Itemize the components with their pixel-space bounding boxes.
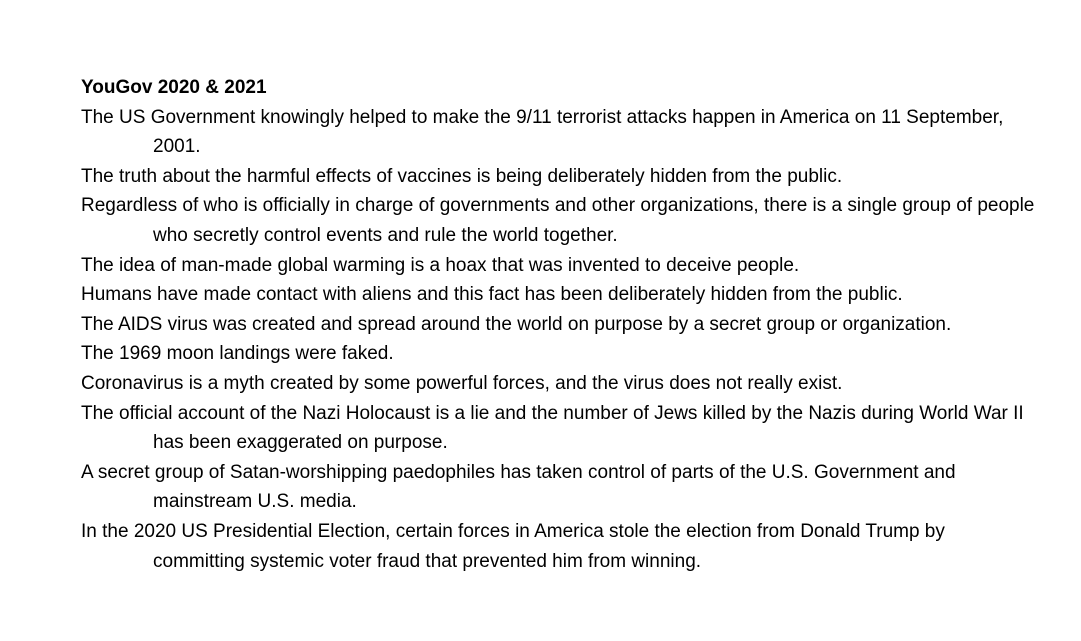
statement-item: Coronavirus is a myth created by some powerful forces, and the virus does not really exist.	[81, 372, 843, 394]
statement-item: Regardless of who is officially in charge of governments and other organizations, there is a single group of people who secretly control events and rule the world together.	[81, 195, 1035, 246]
statement-item: The idea of man-made global warming is a hoax that was invented to deceive people.	[81, 254, 800, 276]
statement-list	[81, 103, 1041, 577]
statement-item: The truth about the harmful effects of vaccines is being deliberately hidden from the public.	[81, 165, 843, 187]
statement-item: In the 2020 US Presidential Election, certain forces in America stole the election from Donald Trump by committing systemic voter fraud that prevented him from winning.	[81, 520, 945, 572]
statement-item: The US Government knowingly helped to make the 9/11 terrorist attacks happen in America on 11 September, 2001.	[81, 106, 1004, 158]
statement-item: Humans have made contact with aliens and this fact has been deliberately hidden from the public.	[81, 284, 903, 306]
document-title: YouGov 2020 & 2021	[81, 77, 267, 98]
statement-item: The official account of the Nazi Holocaust is a lie and the number of Jews killed by the Nazis during World War II has been exaggerated on purpose.	[81, 402, 1024, 454]
statement-item: A secret group of Satan-worshipping paedophiles has taken control of parts of the U.S. Government and mainstream U.S. media.	[81, 461, 956, 513]
statement-item: The AIDS virus was created and spread around the world on purpose by a secret group or organization.	[81, 313, 952, 335]
document-body	[81, 73, 1041, 576]
statement-item: The 1969 moon landings were faked.	[81, 343, 394, 365]
